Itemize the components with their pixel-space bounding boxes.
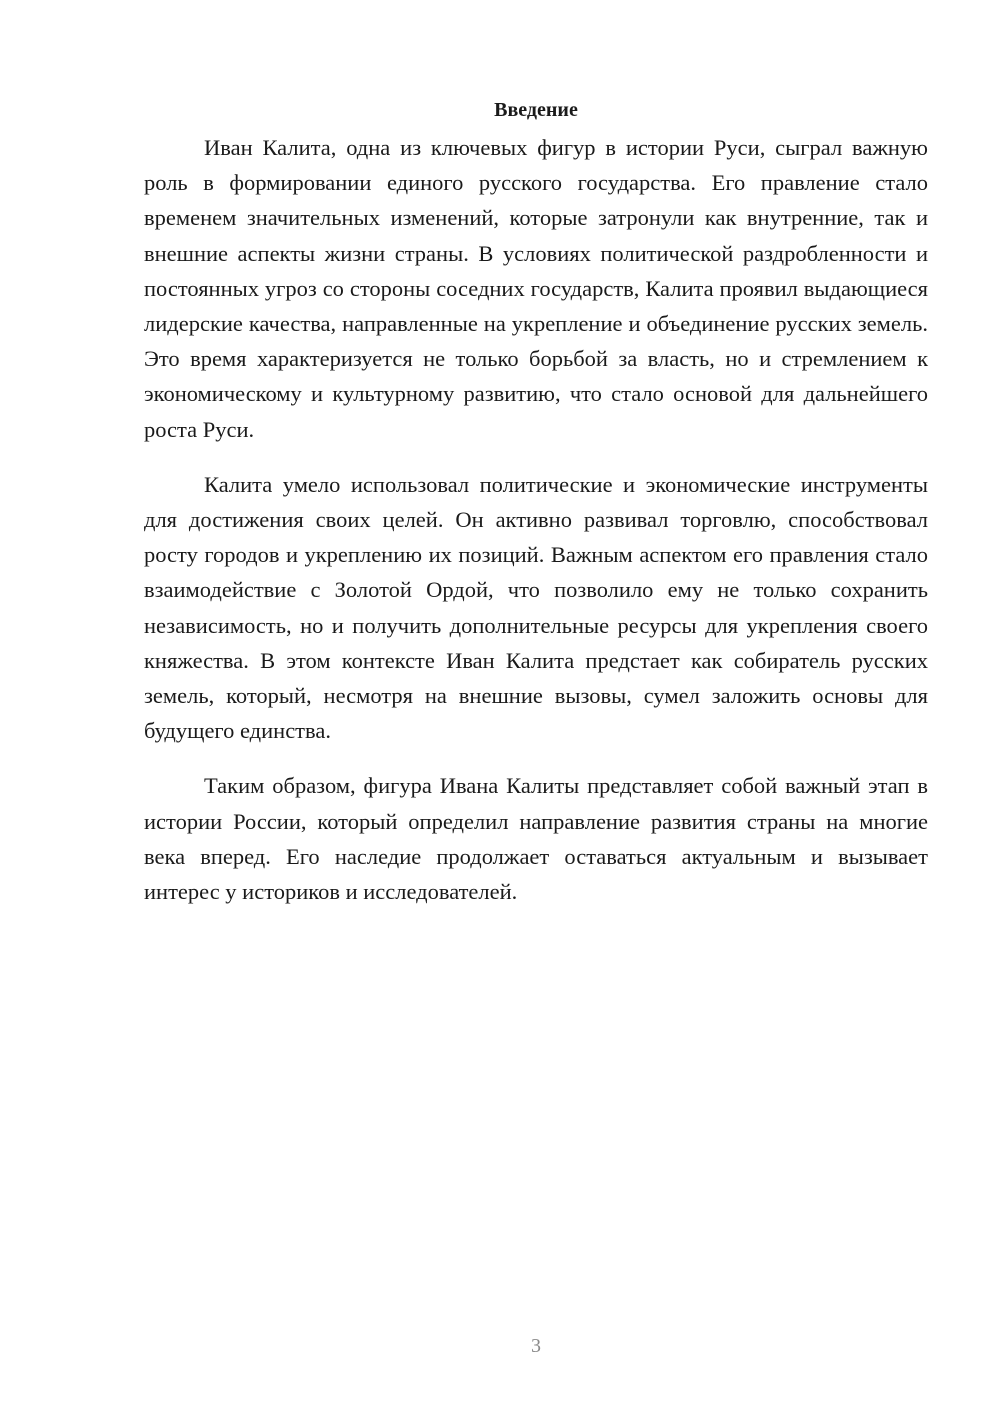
- section-title: Введение: [494, 99, 578, 121]
- paragraph-1: Иван Калита, одна из ключевых фигур в истории Руси, сыграл важную роль в формировании единого русского государства. Его правление стало временем значительных изменений, которые затронули как внутренние, так и внешние аспекты жизни страны. В условиях политической раздробленности и постоянных угроз со стороны соседних государств, Калита проявил выдающиеся лидерские качества, направленные на укрепление и объединение русских земель. Это время характеризуется не только борьбой за власть, но и стремлением к экономическому и культурному развитию, что стало основой для дальнейшего роста Руси.: [144, 135, 928, 442]
- page-number: 3: [531, 1335, 541, 1357]
- page-content: [144, 94, 928, 929]
- paragraph-3: Таким образом, фигура Ивана Калиты представляет собой важный этап в истории России, который определил направление развития страны на многие века вперед. Его наследие продолжает оставаться актуальным и вызывает интерес у историков и исследователей.: [144, 773, 928, 905]
- paragraph-2: Калита умело использовал политические и экономические инструменты для достижения своих целей. Он активно развивал торговлю, способствовал росту городов и укреплению их позиций. Важным аспектом его правления стало взаимодействие с Золотой Ордой, что позволило ему не только сохранить независимость, но и получить дополнительные ресурсы для укрепления своего княжества. В этом контексте Иван Калита предстает как собиратель русских земель, который, несмотря на внешние вызовы, сумел заложить основы для будущего единства.: [144, 471, 928, 744]
